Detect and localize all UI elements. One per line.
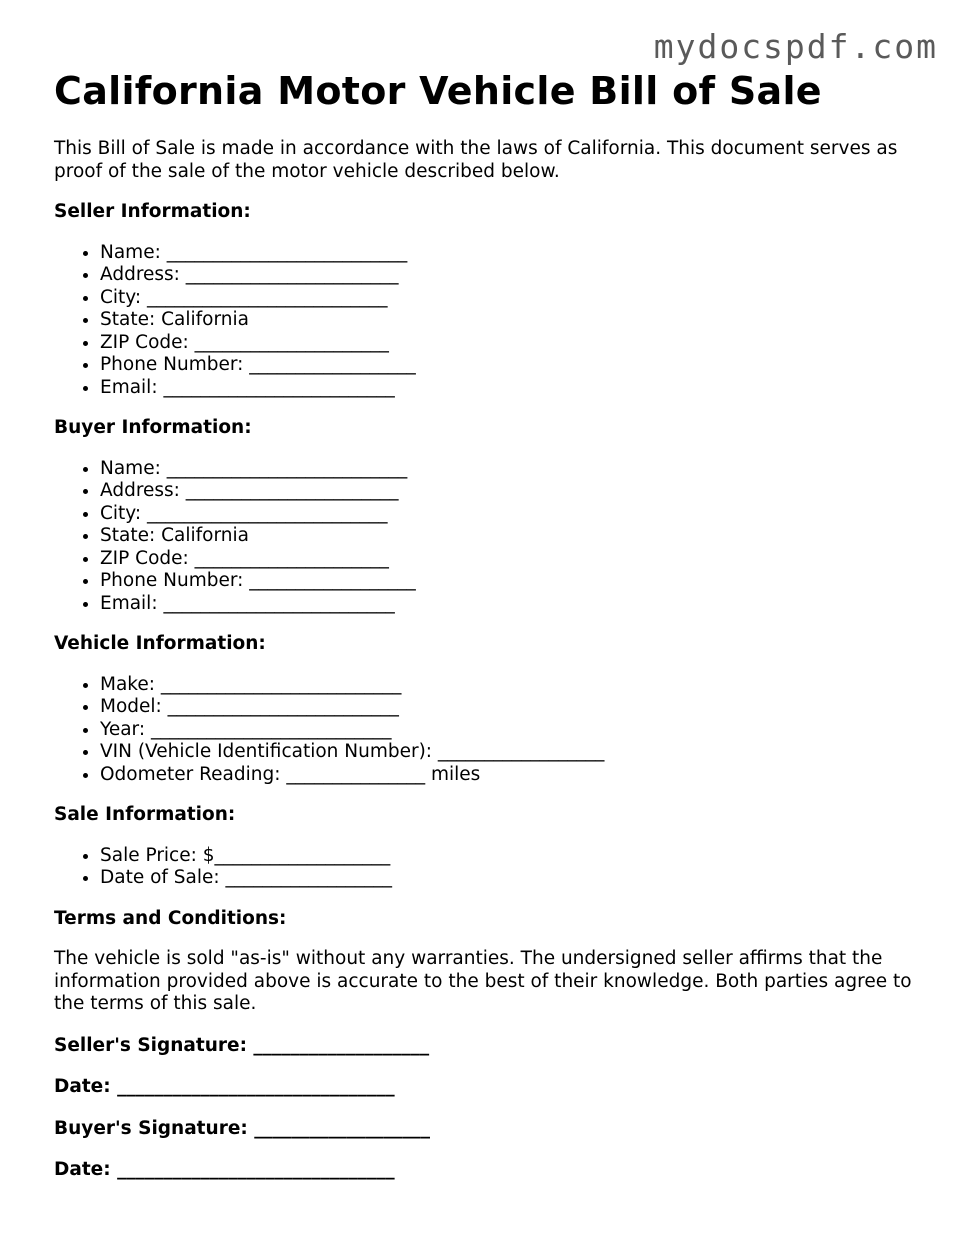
sale-information-heading: Sale Information: bbox=[54, 804, 236, 825]
vehicle-odometer-field: • Odometer Reading: _______________ miles bbox=[100, 764, 934, 787]
buyer-state-field: • State: California bbox=[100, 525, 934, 548]
seller-city-field: • City: __________________________ bbox=[100, 287, 934, 310]
vehicle-vin-field: • VIN (Vehicle Identification Number): __________________ bbox=[100, 741, 934, 764]
seller-signature-line: Seller's Signature: ___________________ bbox=[54, 1034, 430, 1056]
seller-zip-field: • ZIP Code: _____________________ bbox=[100, 332, 934, 355]
seller-email-field: • Email: _________________________ bbox=[100, 377, 934, 400]
vehicle-make-field: • Make: __________________________ bbox=[100, 674, 934, 697]
document-body bbox=[54, 68, 934, 1182]
buyer-information-heading: Buyer Information: bbox=[54, 417, 252, 438]
seller-state-field: • State: California bbox=[100, 309, 934, 332]
intro-paragraph: This Bill of Sale is made in accordance with the laws of California. This document serves as proof of the sale of the motor vehicle described below. bbox=[54, 138, 898, 182]
document-title: California Motor Vehicle Bill of Sale bbox=[54, 69, 822, 113]
sale-price-field: • Sale Price: $___________________ bbox=[100, 845, 934, 868]
sale-date-field: • Date of Sale: __________________ bbox=[100, 867, 934, 890]
buyer-phone-field: • Phone Number: __________________ bbox=[100, 570, 934, 593]
watermark: mydocspdf.com bbox=[653, 27, 938, 66]
seller-information-list bbox=[54, 242, 934, 400]
buyer-signature-line: Buyer's Signature: ___________________ bbox=[54, 1117, 430, 1139]
seller-phone-field: • Phone Number: __________________ bbox=[100, 354, 934, 377]
terms-paragraph: The vehicle is sold "as-is" without any warranties. The undersigned seller affirms that the information provided above is accurate to the best of their knowledge. Both parties agree to the terms of this sale. bbox=[54, 948, 912, 1014]
vehicle-information-heading: Vehicle Information: bbox=[54, 633, 266, 654]
buyer-zip-field: • ZIP Code: _____________________ bbox=[100, 548, 934, 571]
vehicle-year-field: • Year: __________________________ bbox=[100, 719, 934, 742]
seller-date-line: Date: ______________________________ bbox=[54, 1076, 395, 1097]
buyer-date-line: Date: ______________________________ bbox=[54, 1159, 395, 1180]
buyer-email-field: • Email: _________________________ bbox=[100, 593, 934, 616]
sale-information-list bbox=[54, 845, 934, 890]
seller-information-heading: Seller Information: bbox=[54, 201, 251, 222]
buyer-information-list bbox=[54, 458, 934, 616]
terms-heading: Terms and Conditions: bbox=[54, 907, 287, 929]
vehicle-model-field: • Model: _________________________ bbox=[100, 696, 934, 719]
buyer-city-field: • City: __________________________ bbox=[100, 503, 934, 526]
seller-name-field: • Name: __________________________ bbox=[100, 242, 934, 265]
buyer-address-field: • Address: _______________________ bbox=[100, 480, 934, 503]
vehicle-information-list bbox=[54, 674, 934, 787]
buyer-name-field: • Name: __________________________ bbox=[100, 458, 934, 481]
seller-address-field: • Address: _______________________ bbox=[100, 264, 934, 287]
